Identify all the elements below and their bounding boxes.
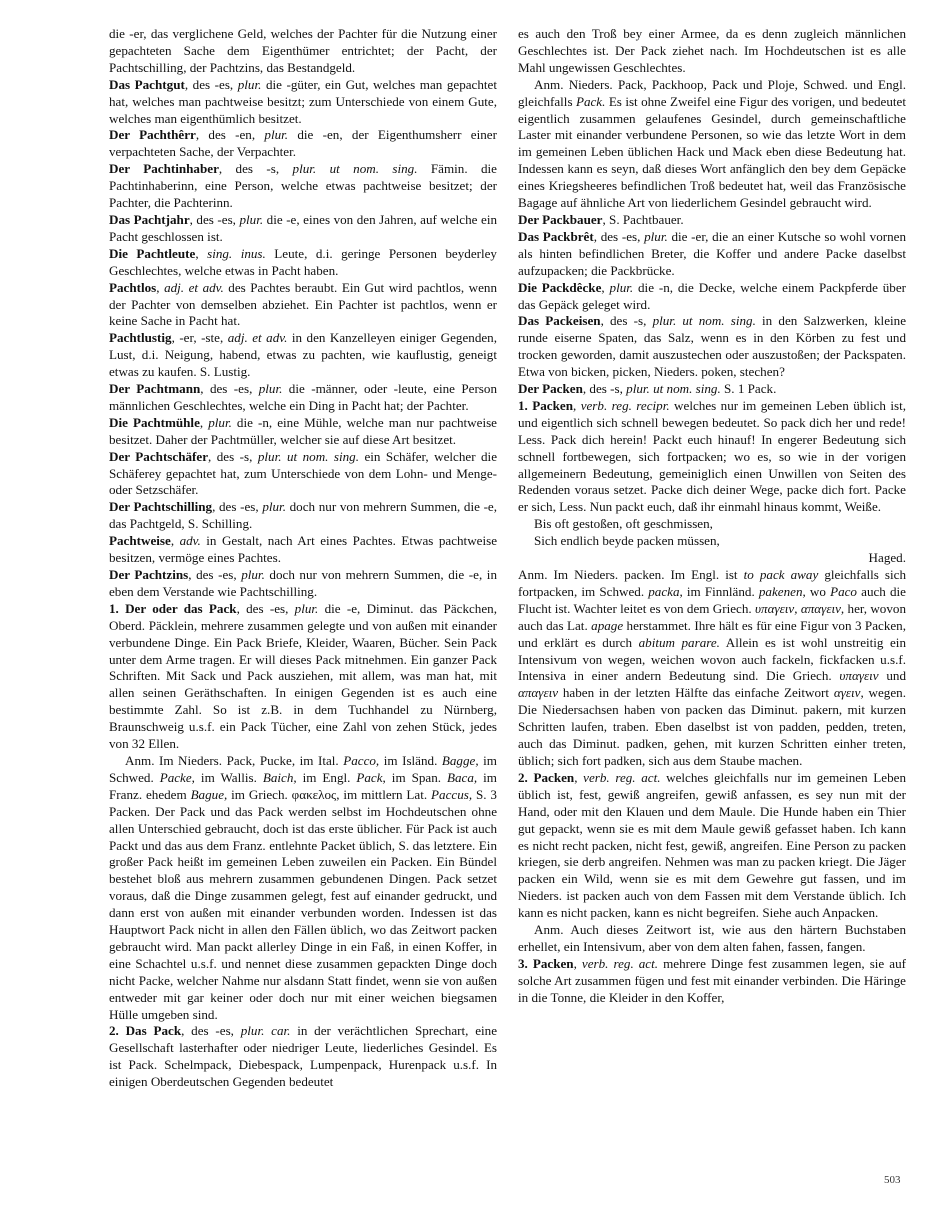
body-text: in den Kanzelleyen einiger Gegenden, Lust, d.i. Neigung, habend, etwas zu pachten, wie kauflustig, geneigt etwas zu kaufen. S. Lustig. <box>109 330 497 380</box>
body-text: doch nur von mehrern Summen, die -e, das Pachtgeld, S. Schilling. <box>109 499 497 532</box>
grammar-note: plur. ut nom. sing. <box>626 381 721 397</box>
body-text: , <box>156 279 165 295</box>
body-text: Anm. Im Nieders. packen. Im Engl. ist <box>518 567 744 582</box>
entry-pachtschaefer <box>109 449 497 500</box>
entry-pachtleute <box>109 246 497 280</box>
headword: 3. Packen <box>518 955 574 971</box>
entry-packdecke <box>518 280 906 314</box>
right-column <box>518 26 906 1186</box>
entry-pachtinhaber <box>109 161 497 212</box>
body-text: , des -es, <box>189 211 240 227</box>
body-text: die -er, das verglichene Geld, welches der Pachter für die Nutzung einer gepachteten Sache dem Eigenthümer entrichtet; der Pacht, der Pachtschilling, der Pachtzins, das Bestandgeld. <box>109 26 497 75</box>
headword: Der Pachtzins <box>109 567 189 582</box>
grammar-note: plur. <box>258 381 283 397</box>
body-text: , des -es, <box>200 381 259 397</box>
grammar-note: Baca, <box>447 769 478 785</box>
entry-pachtherr <box>109 127 497 161</box>
grammar-note: plur. <box>241 567 265 582</box>
headword: 2. Das Pack <box>109 1023 182 1039</box>
body-text: , des -es, <box>212 499 263 515</box>
grammar-note: plur. <box>609 279 634 295</box>
left-column <box>109 26 497 1186</box>
grammar-note: Pacco, <box>343 752 380 768</box>
grammar-note: Bagge, <box>441 752 479 768</box>
grammar-note: abitum parare. <box>638 634 720 650</box>
headword: Pachtweise <box>109 533 171 549</box>
body-text: im Isländ. <box>379 752 442 768</box>
grammar-note: verb. reg. act. <box>583 769 661 785</box>
body-text: es auch den Troß bey einer Armee, da es denn zugleich männlichen Geschlechtes ist. Der Pack ziehet nach. Im Hochdeutschen ist es alle Mahl ungewissen Geschlechtes. <box>518 26 906 75</box>
dictionary-page <box>109 26 906 1186</box>
grammar-note: plur. <box>264 127 289 143</box>
grammar-note: Paco <box>830 583 857 599</box>
body-text: des Pachtes beraubt. Ein Gut wird pachtlos, wenn der Pachter von demselben abziehet. Ein Pachter ist pachtlos, wenn er keine Sache in Pacht hat. <box>109 279 497 329</box>
grammar-note: adj. et adv. <box>164 279 224 295</box>
body-text: in Gestalt, nach Art eines Pachtes. Etwas pachtweise besitzen, vermöge eines Pachtes. <box>109 533 497 566</box>
headword: 1. Packen <box>518 397 573 413</box>
note-pack-1 <box>109 753 497 1024</box>
entry-packbret <box>518 229 906 280</box>
grammar-note: Baich, <box>262 769 297 785</box>
body-text: , <box>573 955 582 971</box>
body-text: ein Schäfer, welcher die Schäferey gepachtet hat, zum Unterschiede von dem Lohn- und Menge- oder Setzschäfer. <box>109 448 497 498</box>
verse-line-2 <box>534 533 906 550</box>
headword: 2. Packen <box>518 769 575 785</box>
grammar-note: packa, <box>648 583 683 599</box>
body-text: , des -es, <box>181 1023 241 1039</box>
grammar-note: plur. ut nom. sing. <box>652 313 756 329</box>
body-text: haben in der letzten Hälfte das einfache Zeitwort <box>558 685 834 701</box>
entry-text <box>109 26 497 77</box>
grammar-note: plur. <box>262 499 286 515</box>
grammar-note: verb. reg. recipr. <box>580 397 670 413</box>
body-text: , S. Pachtbauer. <box>602 211 684 227</box>
page-number: 503 <box>884 1174 901 1186</box>
body-text: die -en, der Eigenthumsherr einer verpachteten Sache, der Verpachter. <box>109 127 497 160</box>
grammar-note: υπαγειν <box>839 668 879 684</box>
body-text: , des -es, <box>184 76 238 92</box>
body-text: , <box>601 279 610 295</box>
body-text: welches nur im gemeinen Leben üblich ist, und eigentlich sich schnell bewegen bedeutet. So pack dich her und rede! Less. Pack dich herein! Packt euch hinauf! In engerer Bedeutung sich schnell fortbewegen, sich fortpacken; wo es, so wie in der vorigen allgemeinern Bedeutung, gemeiniglich einen Unwillen von Seiten des Redenden voraus setzet. Packe dich deiner Wege, packe dich fort. Packe er sich, Less. Nun packt euch, daß ihr einmahl hinaus kommt, Weiße. <box>518 397 906 515</box>
headword: Der Packbauer <box>518 211 603 227</box>
body-text: die -e, eines von den Jahren, auf welche ein Pacht geschlossen ist. <box>109 211 497 244</box>
body-text: wo <box>805 583 831 599</box>
entry-packeisen <box>518 313 906 381</box>
body-text: , des -es, <box>236 600 295 616</box>
grammar-note: adj. et adv. <box>227 330 288 346</box>
headword: Der Pachtmann <box>109 381 201 397</box>
body-text: auch die Flucht ist. Wachter leitet es von dem Griech. <box>518 583 906 616</box>
grammar-note: αγειν, <box>833 685 864 701</box>
body-text: in der verächtlichen Sprechart, eine Gesellschaft lasterhafter oder niedriger Leute, liederliches Gesindel. Es ist Pack. Schelmpack, Diebespack, Lumpenpack, Hurenpack u.s.f. In einigen Oberdeutschen Gegenden bedeutet <box>109 1023 497 1090</box>
body-text: im Engl. <box>296 769 357 785</box>
body-text: , -er, -ste, <box>171 330 228 346</box>
body-text: die -männer, oder -leute, eine Person männlichen Geschlechtes, welche ein Ding in Pacht hat; der Pachter. <box>109 381 497 413</box>
body-text: Allein es ist wohl unstreitig ein Intensivum von wegen, weichen wovon auch fackeln, fickfacken u.s.f. Intensiva in einer andern Bedeutung sind. Die Griech. <box>518 634 906 684</box>
grammar-note: Pack. <box>575 93 606 109</box>
entry-packen-1 <box>518 398 906 516</box>
body-text: Haged. <box>868 550 906 566</box>
body-text: welches gleichfalls nur im gemeinen Leben üblich ist, fest, gewiß angreifen, gewiß anfassen, es sey nun mit der Hand, oder mit den Klauen und dem Maule. Die Hunde haben ein Thier gut gepackt, wenn sie es mit dem Maule gewiß gefasset haben. Ich kann es nicht recht packen, nicht fest, gewiß, angreifen. Eine Person zu packen kriegen, sie derb angreifen. Nehmen was man zu packen kriegt. Die Jäger packen ein Wild, wenn sie es mit dem Gewehre gut fassen, und im Nieders. ist packen auch von dem Fassen mit dem Verstande üblich. Ich kann es nicht packen, kann es nicht begreifen. Siehe auch Anpacken. <box>518 769 906 921</box>
body-text: , des -es, <box>593 228 645 244</box>
grammar-note: to pack away <box>743 567 819 582</box>
body-text: , des -en, <box>195 127 265 143</box>
body-text: und <box>878 668 906 684</box>
body-text: die -er, die an einer Kutsche so wohl vornen als hinten befindlichen Breter, die Koffer und andere Packe daselbst aufzupacken; die Packbrücke. <box>518 228 906 278</box>
entry-pack-1 <box>109 601 497 753</box>
body-text: S. 3 Packen. Der Pack und das Pack werden selbst im Hochdeutschen ohne allen Unterschied gebraucht, doch ist das erste üblicher. Für Pack ist auch Packt und das aus dem Franz. entlehnte Packet üblich, S. das letztere. Ein großer Pack heißt im gemeinen Leben zuweilen ein Packen. Ein Bündel bestehet bloß aus mehrern zusammen gebundenen Dingen. Pack setzet voraus, daß die Dinge zusammen gelegt, fest auf einander gedruckt, und dann erst von außen mit einander verbunden worden. Indessen ist das Hauptwort Pack nicht in allen den Fällen üblich, wo das Zeitwort packen gebraucht wird. Man packt allerley Dinge in ein Faß, in einen Koffer, in eine Schachtel u.s.f. und nennet diese zusammen gepackten Dinge doch nicht Packe, welcher Nahme nur alsdann Statt findet, wenn sie von außen entweder mit gar keiner oder doch nur mit einer weichen biegsamen Hülle umgeben sind. <box>109 786 497 1022</box>
entry-pachtgut <box>109 77 497 128</box>
entry-text <box>518 26 906 77</box>
body-text: , des -s, <box>582 381 627 397</box>
entry-pachtmuehle <box>109 415 497 449</box>
body-text: die -güter, ein Gut, welches man gepachtet hat, welches man pachtweise besitzt; zum Unterschiede von einem Gute, welches man eigenthümlich besitzet. <box>109 76 497 126</box>
body-text: Bis oft gestoßen, oft geschmissen, <box>534 516 713 532</box>
body-text: die -n, die Decke, welche einem Packpferde über das Gepäck geleget wird. <box>518 279 906 312</box>
body-text: die -n, eine Mühle, welche man nur pachtweise besitzet. Daher der Pachtmüller, welcher sie auf diese Art besitzet. <box>109 414 497 447</box>
body-text: doch nur von mehrern Summen, die -e, in eben dem Verstande wie Pachtschilling. <box>109 567 497 599</box>
body-text: , <box>199 414 209 430</box>
body-text: herstammet. Ihre hält es für eine Figur von 3 Packen, und erklärt es durch <box>518 617 906 650</box>
entry-pachtlos <box>109 280 497 331</box>
entry-pack-2 <box>109 1023 497 1091</box>
body-text: , <box>572 397 581 413</box>
body-text: , des -s, <box>218 161 293 177</box>
body-text: , <box>195 245 208 261</box>
grammar-note: plur. ut nom. sing. <box>257 448 360 464</box>
grammar-note: apage <box>591 617 624 633</box>
grammar-note: plur. <box>237 76 262 92</box>
grammar-note: Bague, <box>190 786 228 802</box>
headword: Der Pachtinhaber <box>109 161 219 177</box>
headword: Das Packbrêt <box>518 228 594 244</box>
body-text: wegen. Die Niedersachsen haben von packen das Diminut. pakern, mit kurzen Schritten laufen, traben. Eben daselbst ist von padden, pedden, treten, auch das Diminut. padken, gehen, mit kurzen Schritten einher treten, üblich; sich fort padken, sich aus dem Staube machen. <box>518 685 906 768</box>
body-text: Anm. Auch dieses Zeitwort ist, wie aus den härtern Buchstaben erhellet, ein Intensivum, aber von dem alten fahen, fassen, fangen. <box>518 922 906 954</box>
grammar-note: pakenen, <box>758 583 806 599</box>
headword: Die Pachtmühle <box>109 414 200 430</box>
grammar-note: adv. <box>179 533 201 549</box>
body-text: , <box>170 533 180 549</box>
entry-pachtlustig <box>109 330 497 381</box>
headword: Der Packen <box>518 381 583 397</box>
body-text: Leute, d.i. geringe Personen beyderley Geschlechtes, welche etwas in Pacht haben. <box>109 245 497 278</box>
body-text: im Griech. φακελος, im mittlern Lat. <box>227 786 432 802</box>
grammar-note: Pack, <box>356 769 386 785</box>
headword: Der Pachtschilling <box>109 499 213 515</box>
headword: Pachtlos <box>109 279 157 295</box>
note-pack-2 <box>518 77 906 212</box>
headword: Pachtlustig <box>109 330 172 346</box>
note-packen-1 <box>518 567 906 770</box>
verse-line-1 <box>534 516 906 533</box>
headword: 1. Der oder das Pack <box>109 600 237 616</box>
grammar-note: sing. inus. <box>207 245 266 261</box>
grammar-note: Paccus, <box>431 786 473 802</box>
grammar-note: απαγειν <box>518 685 559 701</box>
body-text: im Finnländ. <box>682 583 759 599</box>
body-text: her, wovon auch das Lat. <box>518 600 906 633</box>
grammar-note: υπαγειν, απαγειν, <box>755 600 845 616</box>
entry-packen-noun <box>518 381 906 398</box>
entry-packbauer <box>518 212 906 229</box>
note-packen-2 <box>518 922 906 956</box>
body-text: Es ist ohne Zweifel eine Figur des vorigen, und bedeutet eigentlich zusammen gelaufenes Gesindel, durch gemeinschaftliche Laster mit einander verbundene Personen, so wie das letzte Wort in dem im gemeinen Leben üblichen Hack und Mack eben diese Bedeutung hat. Indessen kann es seyn, daß dieses Wort anfänglich den bey dem Gepäcke eines Kriegsheeres befindlichen Troß bedeutet hat, weil das Französische Bagage auf ähnliche Art von liederlichem Gesindel gebraucht wird. <box>518 93 906 211</box>
headword: Das Pachtjahr <box>109 211 190 227</box>
entry-pachtjahr <box>109 212 497 246</box>
grammar-note: plur. <box>644 228 668 244</box>
headword: Der Pachtschäfer <box>109 448 209 464</box>
body-text: im Franz. ehedem <box>109 769 497 802</box>
verse-source <box>518 550 906 567</box>
body-text: in den Salzwerken, kleine runde eiserne Spaten, das Salz, wenn es in den Körben zu fest und trocken geworden, damit auszustechen oder auszustoßen; der Packspaten. Etwa von bicken, picken, Nieders. poken, stechen? <box>518 313 906 380</box>
body-text: Sich endlich beyde packen müssen, <box>534 533 720 549</box>
body-text: im Wallis. <box>194 769 263 785</box>
grammar-note: verb. reg. act. <box>581 955 659 971</box>
grammar-note: plur. <box>239 211 264 227</box>
entry-pachtweise <box>109 533 497 567</box>
entry-pachtschilling <box>109 499 497 533</box>
body-text: , <box>574 769 584 785</box>
entry-pachtmann <box>109 381 497 415</box>
body-text: Anm. Im Nieders. Pack, Pucke, im Ital. <box>125 752 344 768</box>
entry-packen-2 <box>518 770 906 922</box>
body-text: die -e, Diminut. das Päckchen, Oberd. Päcklein, mehrere zusammen gelegte und von außen mit einander verbundene Dinge. Ein Pack Briefe, Kleider, Waaren, Bücher. Sein Pack unter dem Arme tragen. Er will dieses Pack mitnehmen. Ein ganzer Pack Schriften. Mit Sack und Pack ausziehen, mit allem, was man hat, mit allen seinen Geräthschaften. In einigen Gegenden ist es auch eine bestimmte Zahl. So ist z.B. in dem Tuchhandel zu Nürnberg, Braunschweig u.s.f. ein Pack Tücher, eine Zahl von zehen Stück, jedes von 32 Ellen. <box>109 600 497 752</box>
body-text: im Span. <box>385 769 448 785</box>
body-text: S. 1 Pack. <box>720 381 777 397</box>
body-text: im Schwed. <box>109 752 497 785</box>
grammar-note: Packe, <box>159 769 195 785</box>
entry-packen-3 <box>518 956 906 1007</box>
grammar-note: plur. <box>294 600 319 616</box>
body-text: Fämin. die Pachtinhaberinn, eine Person, welche etwas pachtweise besitzet; der Pachter, die Pachterinn. <box>109 161 497 211</box>
headword: Der Pachthêrr <box>109 127 196 143</box>
headword: Die Packdêcke <box>518 279 602 295</box>
body-text: gleichfalls sich fortpacken, im Schwed. <box>518 567 906 599</box>
body-text: , des -s, <box>208 448 258 464</box>
body-text: Anm. Nieders. Pack, Packhoop, Pack und Ploje, Schwed. und Engl. gleichfalls <box>518 76 906 109</box>
headword: Die Pachtleute <box>109 245 196 261</box>
body-text: , des -s, <box>600 313 653 329</box>
grammar-note: plur. <box>208 414 232 430</box>
grammar-note: plur. ut nom. sing. <box>292 161 418 177</box>
body-text: , des -es, <box>188 567 242 582</box>
grammar-note: plur. car. <box>240 1023 291 1039</box>
headword: Das Pachtgut <box>109 76 185 92</box>
headword: Das Packeisen <box>518 313 601 329</box>
entry-pachtzins <box>109 567 497 601</box>
body-text: mehrere Dinge fest zusammen legen, sie auf solche Art zusammen fügen und fest mit einander verbinden. Die Häringe in die Tonne, die Kleider in den Koffer, <box>518 955 906 1005</box>
